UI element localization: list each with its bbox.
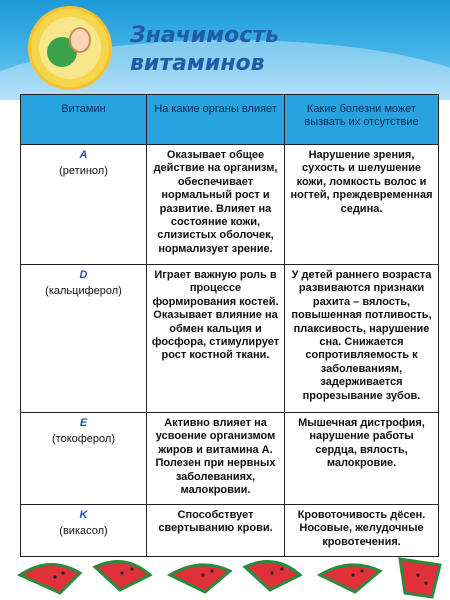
vitamin-kids-logo-icon [28, 6, 112, 90]
vitamin-letter: D [79, 269, 88, 281]
logo-inner [39, 17, 101, 79]
effect-cell: Играет важную роль в процессе формирования костей. Оказывает влияние на обмен кальция и фосфора, стимулирует рост костной ткани. [147, 265, 285, 413]
vitamin-name: (викасол) [59, 525, 108, 538]
watermelon-slice-icon [95, 562, 150, 590]
vitamin-cell [21, 413, 147, 505]
vitamin-name: (токоферол) [52, 433, 115, 446]
vitamins-table [20, 94, 439, 557]
watermelon-slice-icon [170, 565, 230, 592]
vitamin-letter: K [79, 509, 88, 521]
table-header-row [21, 95, 439, 145]
vitamin-cell [21, 265, 147, 413]
effect-cell: Активно влияет на усвоение организмом жиров и витамина А. Полезен при нервных заболеваниях, малокровии. [147, 413, 285, 505]
disease-cell: Кровоточивость дёсен. Носовые, желудочные кровотечения. [285, 505, 439, 557]
title-line-1: Значимость [130, 23, 279, 48]
watermelon-slice-icon [245, 562, 300, 590]
header-banner [0, 0, 450, 100]
watermelon-slice-icon [20, 564, 80, 593]
page-title [130, 22, 430, 78]
disease-cell: Нарушение зрения, сухость и шелушение кожи, ломкость волос и ногтей, преждевременная седина. [285, 145, 439, 265]
vitamin-letter: A [79, 149, 88, 161]
header-diseases: Какие болезни может вызвать их отсутствие [285, 95, 439, 145]
disease-cell: У детей раннего возраста развиваются признаки рахита – вялость, повышенная потливость, плаксивость, нарушение сна. Снижается сопротивляемость к заболеваниям, задерживается прорезывание зубов. [285, 265, 439, 413]
effect-cell: Оказывает общее действие на организм, обеспечивает нормальный рост и развитие. Влияет на состояние кожи, слизистых оболочек, нормализует зрение. [147, 145, 285, 265]
vitamin-name: (ретинол) [59, 165, 108, 178]
vitamin-cell [21, 145, 147, 265]
watermelon-slice-icon [320, 565, 380, 592]
header-organs: На какие органы влияет [147, 95, 285, 145]
effect-cell: Способствует свертыванию крови. [147, 505, 285, 557]
table-row-vitamin-d [21, 265, 439, 413]
header-vitamin: Витамин [21, 95, 147, 145]
watermelon-slice-icon [400, 559, 440, 597]
table-row-vitamin-e [21, 413, 439, 505]
vitamin-name: (кальциферол) [45, 285, 122, 298]
logo-child-icon [69, 27, 91, 53]
vitamin-letter: E [79, 417, 88, 429]
title-line-2: витаминов [130, 51, 265, 76]
disease-cell: Мышечная дистрофия, нарушение работы сердца, вялость, малокровие. [285, 413, 439, 505]
table-row-vitamin-a [21, 145, 439, 265]
watermelon-border [0, 545, 450, 600]
